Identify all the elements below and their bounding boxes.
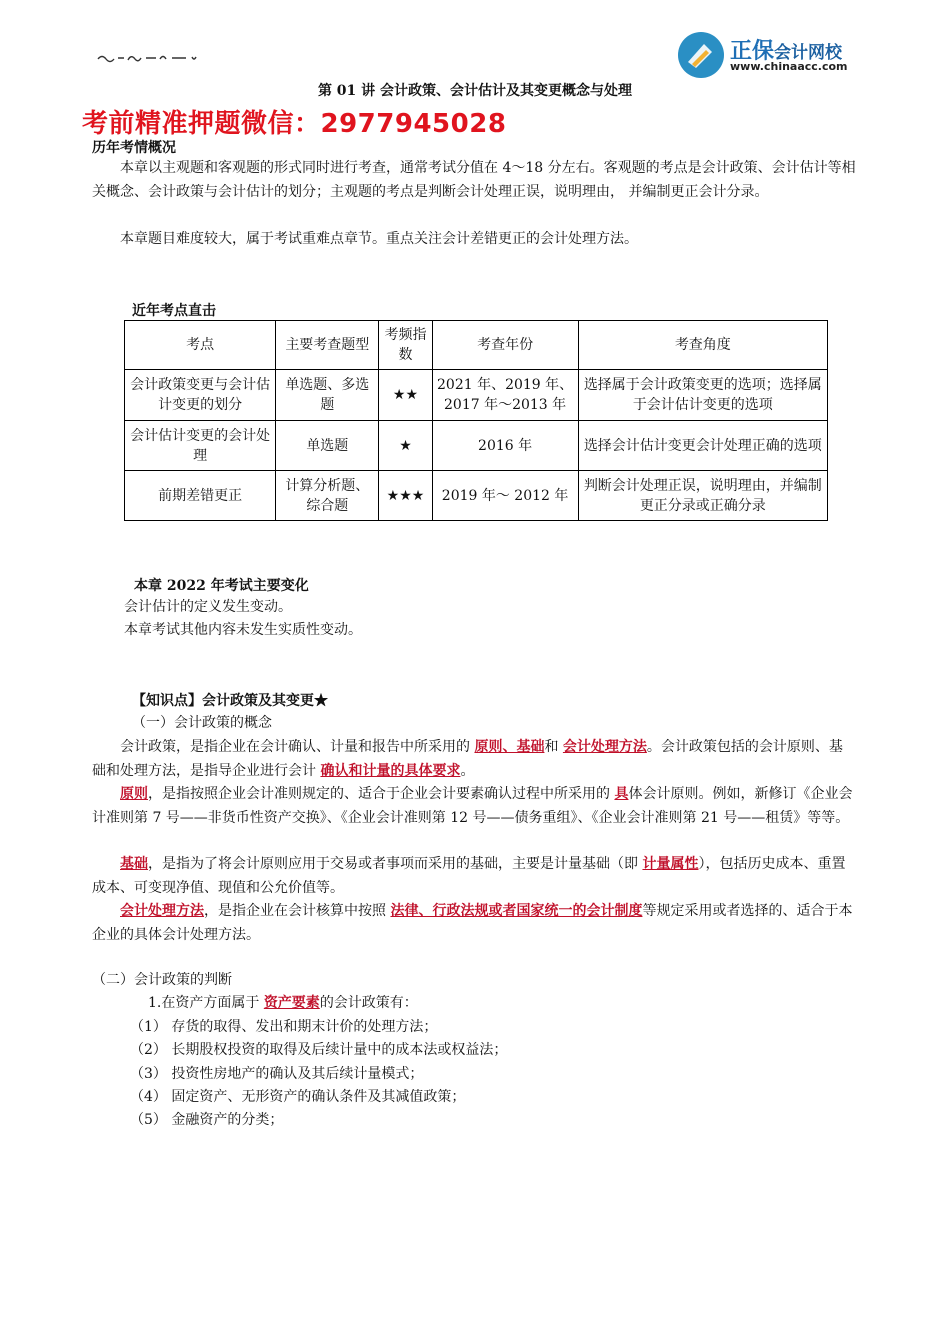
text-run: ，是指为了将会计原则应用于交易或者事项而采用的基础，主要是计量基础（即: [148, 856, 643, 872]
table-cell: 单选题、多选题: [276, 370, 379, 421]
table-row: [125, 370, 828, 421]
table-header-cell: 考频指数: [379, 321, 432, 370]
policy-definition: [92, 736, 856, 783]
table-cell: 会计政策变更与会计估计变更的划分: [125, 370, 276, 421]
overview-heading: 历年考情概况: [92, 140, 176, 156]
table-cell: 计算分析题、综合题: [276, 471, 379, 521]
text-run: 1.在资产方面属于: [148, 995, 264, 1011]
table-cell: 会计估计变更的会计处理: [125, 421, 276, 471]
promo-watermark: 考前精准押题微信：2977945028: [82, 109, 507, 139]
text-run: 会计政策，是指企业在会计确认、计量和报告中所采用的: [120, 739, 475, 755]
subsection-judgement: （二）会计政策的判断: [92, 972, 232, 988]
header-scribble: [96, 52, 206, 64]
keyword: 原则: [120, 786, 148, 802]
table-cell: 前期差错更正: [125, 471, 276, 521]
keyword: 法律、行政法规或者国家统一的会计制度: [390, 903, 643, 919]
table-cell: 单选题: [276, 421, 379, 471]
table-cell: ★★: [379, 370, 432, 421]
text-run: ，是指按照企业会计准则规定的、适合于企业会计要素确认过程中所采用的: [148, 786, 615, 802]
text-run: ，是指企业在会计核算中按照: [204, 903, 391, 919]
keyword: 具: [614, 786, 629, 802]
table-row: [125, 421, 828, 471]
list-item: （2） 长期股权投资的取得及后续计量中的成本法或权益法；: [130, 1042, 508, 1059]
asset-intro: [148, 992, 418, 1016]
page-title: 第 01 讲 会计政策、会计估计及其变更概念与处理: [317, 83, 633, 99]
list-item: （4） 固定资产、无形资产的确认条件及其减值政策；: [130, 1088, 466, 1105]
logo-emblem-icon: [678, 32, 724, 78]
table-cell: 选择属于会计政策变更的选项；选择属于会计估计变更的选项: [578, 370, 827, 421]
text-run: 。: [460, 762, 475, 779]
brand-url: www.chinaacc.com: [730, 60, 848, 73]
principle-definition: [92, 783, 856, 830]
text-run: 体会计原则。例如，新修订《企业会计准则第 7 号——非货币性资产交换》、《企业会计准则第 12 号——债务重组》、《企业会计准则第 21 号——租赁》等等。: [92, 786, 853, 826]
table-row: [125, 471, 828, 521]
text-run: 和: [544, 739, 563, 755]
list-item: （3） 投资性房地产的确认及其后续计量模式；: [130, 1065, 424, 1082]
text-run: 的会计政策有：: [319, 995, 418, 1011]
exam-table-heading: 近年考点直击: [132, 303, 216, 319]
table-header-cell: 考查年份: [432, 321, 578, 370]
list-item: （1） 存货的取得、发出和期末计价的处理方法；: [130, 1019, 438, 1035]
table-cell: 2021 年、2019 年、2017 年～2013 年: [432, 370, 578, 421]
table-cell: ★: [379, 421, 432, 471]
knowledge-heading: 【知识点】会计政策及其变更★: [132, 693, 328, 709]
brand-main: 正保: [730, 39, 775, 64]
table-cell: 判断会计处理正误，说明理由，并编制更正分录或正确分录: [578, 471, 827, 521]
keyword: 资产要素: [263, 995, 320, 1011]
overview-paragraph-2: 本章题目难度较大，属于考试重难点章节。重点关注会计差错更正的会计处理方法。: [120, 231, 638, 247]
keyword: 会计处理方法: [120, 903, 204, 919]
table-header-row: [125, 321, 828, 370]
keyword: 计量属性: [642, 856, 699, 872]
keyword: 原则、基础: [474, 739, 545, 755]
table-cell: 选择会计估计变更会计处理正确的选项: [578, 421, 827, 471]
changes-line-1: 会计估计的定义发生变动。: [124, 599, 292, 615]
list-item: （5） 金融资产的分类；: [130, 1112, 284, 1129]
keyword: 会计处理方法: [562, 739, 647, 755]
exam-points-table: [124, 320, 828, 521]
brand-sub: 会计网校: [774, 43, 843, 63]
asset-policy-list: [130, 1016, 507, 1132]
method-definition: [92, 900, 856, 947]
table-header-cell: 考点: [125, 321, 276, 370]
table-cell: ★★★: [379, 471, 432, 521]
table-cell: 2019 年～ 2012 年: [432, 471, 578, 521]
keyword: 确认和计量的具体要求: [320, 762, 461, 779]
basis-definition: [92, 853, 856, 900]
subsection-concept: （一）会计政策的概念: [132, 715, 272, 731]
table-header-cell: 主要考查题型: [276, 321, 379, 370]
overview-paragraph-1: 本章以主观题和客观题的形式同时进行考查，通常考试分值在 4～18 分左右。客观题的考点是会计政策、会计估计等相关概念、会计政策与会计估计的划分；主观题的考点是判断会计处理正误，说明理由， 并编制更正会计分录。: [92, 160, 856, 200]
text-run: ），包括历史成本、重置成本、可变现净值、现值和公允价值等。: [92, 856, 846, 896]
table-cell: 2016 年: [432, 421, 578, 471]
brand-logo: [678, 28, 878, 80]
keyword: 基础: [120, 856, 148, 872]
changes-line-2: 本章考试其他内容未发生实质性变动。: [124, 622, 362, 638]
text-run: 。会计政策包括的会计原则、基础和处理方法，是指导企业进行会计: [92, 739, 843, 779]
changes-heading: 本章 2022 年考试主要变化: [134, 578, 309, 594]
table-header-cell: 考查角度: [578, 321, 827, 370]
text-run: 等规定采用或者选择的、适合于本企业的具体会计处理方法。: [92, 903, 853, 943]
